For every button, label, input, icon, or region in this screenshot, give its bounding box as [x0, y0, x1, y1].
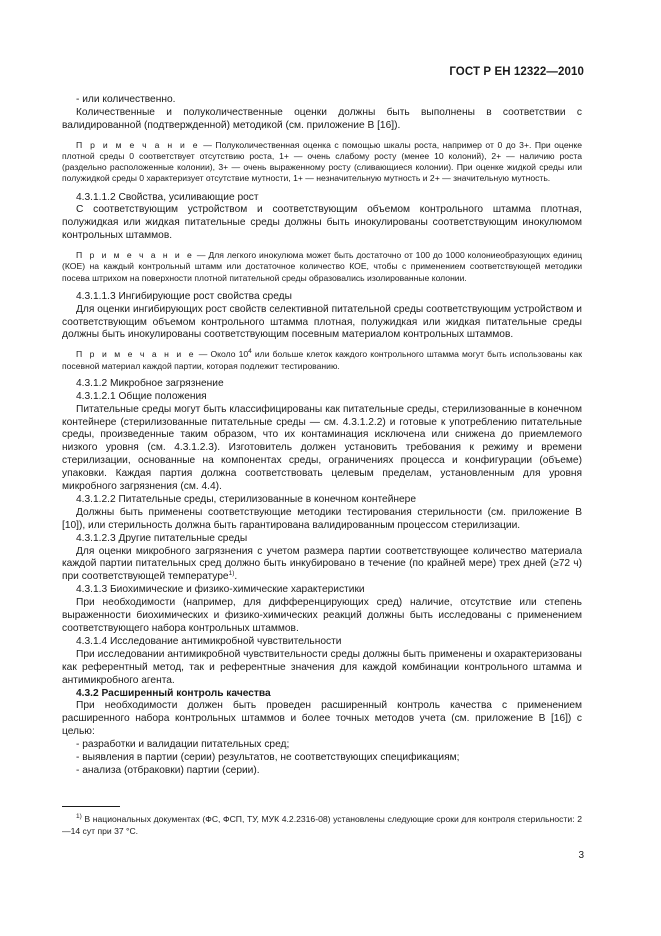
- footnote-text: В национальных документах (ФС, ФСП, ТУ, МУК 4.2.2316-08) установлены следующие сроки для контроля стерильности: 2—14 сут при 37 °С.: [62, 814, 582, 836]
- section-heading: 4.3.1.2.1 Общие положения: [76, 390, 207, 402]
- section-heading: 4.3.1.2.2 Питательные среды, стерилизованные в конечном контейнере: [76, 493, 417, 505]
- note-text: — Для легкого инокулюма может быть достаточно от 100 до 1000 колониеобразующих единиц (КОЕ) на каждый контрольный штамм или достаточное количество КОЕ, чтобы с применением соответствующей методики посева штрихом на поверхности плотной питательной среды образовались изолированные колонии.: [62, 250, 582, 283]
- section-heading: 4.3.1.2 Микробное загрязнение: [76, 377, 224, 389]
- note-label: П р и м е ч а н и е: [76, 349, 196, 360]
- list-item: - выявления в партии (серии) результатов, не соответствующих спецификациям;: [76, 752, 460, 764]
- note: [62, 349, 582, 371]
- section-heading: 4.3.1.1.3 Ингибирующие рост свойства среды: [76, 290, 292, 302]
- paragraph: При необходимости (например, для дифференцирующих сред) наличие, отсутствие или степень выраженности биохимических и физико-химических реакций должны быть исследованы с применением соответствующего набора контрольных штаммов.: [62, 597, 582, 635]
- note-label: П р и м е ч а н и е: [76, 250, 195, 261]
- note-label: П р и м е ч а н и е: [76, 139, 200, 150]
- paragraph: При исследовании антимикробной чувствительности среды должны быть применены и охарактеризованы как референтный метод, так и референтные значения для каждой комбинации контрольного штамма и антимикробного агента.: [62, 648, 582, 686]
- section-heading: 4.3.1.4 Исследование антимикробной чувствительности: [76, 635, 342, 647]
- page-body: [62, 94, 582, 778]
- paragraph: С соответствующим устройством и соответствующим объемом контрольного штамма плотная, полужидкая или жидкая питательные среды должны быть инокулированы соответствующим инокулюмом контрольных штаммов.: [62, 204, 582, 242]
- paragraph-text: .: [234, 571, 238, 583]
- paragraph: Должны быть применены соответствующие методики тестирования стерильности (см. приложение В [10]), или стерильность должна быть гарантирована валидированным процессом стерилизации.: [62, 506, 582, 531]
- paragraph: [62, 546, 582, 585]
- note-exponent: 4: [248, 348, 252, 356]
- footnote-marker: 1): [76, 813, 82, 820]
- section-heading: 4.3.1.2.3 Другие питательные среды: [76, 532, 248, 544]
- paragraph: При необходимости должен быть проведен расширенный контроль качества с применением расширенного набора контрольных штаммов и более точных методов учета (см. приложение В [16]) с целью:: [62, 700, 582, 738]
- footnote-reference[interactable]: 1): [228, 570, 235, 578]
- document-code-header: ГОСТ Р ЕН 12322—2010: [449, 66, 584, 78]
- section-heading: 4.3.1.1.2 Свойства, усиливающие рост: [76, 191, 259, 203]
- note: [62, 250, 582, 284]
- paragraph: Питательные среды могут быть классифицированы как питательные среды, стерилизованные в конечном контейнере (стерилизованные питательные среды — см. 4.3.1.2.2) и готовые к употреблению питательные среды, произведенные таким образом, что их контаминация исключена или снижена до приемлемого низкого уровня (см. 4.3.1.2.3). Изготовитель должен установить требования к режиму и времени стерилизации, основанные на компонентах среды, ограничениях процесса и конфигурации (объеме) упаковки. Каждая партия должна соответствовать целевым пределам, установленным для уровня микробного загрязнения (см. 4.4).: [62, 403, 582, 493]
- list-item: - анализа (отбраковки) партии (серии).: [76, 764, 260, 776]
- section-heading-bold: 4.3.2 Расширенный контроль качества: [76, 687, 271, 699]
- paragraph: - или количественно.: [76, 94, 176, 105]
- paragraph-text: Для оценки микробного загрязнения с учетом размера партии соответствующее количество материала каждой партии питательных сред должно быть инкубировано в течение (по крайней мере) трех дней (≥72 ч) при соответствующей температуре: [62, 545, 582, 583]
- note-text: — Около 10: [195, 349, 249, 360]
- page-number: 3: [578, 850, 584, 861]
- paragraph: Для оценки ингибирующих рост свойств селективной питательной среды соответствующим устройством и соответствующим объемом контрольного штамма плотная, полужидкая или жидкая питательные среды должны быть инокулированы соответствующим посевным материалом контрольных штаммов.: [62, 303, 582, 341]
- note: [62, 140, 582, 185]
- note-text: или больше клеток каждого контрольного штамма могут быть использованы как посевной материал каждой партии, которая подлежит тестированию.: [62, 349, 582, 371]
- footnote-separator: [62, 806, 120, 807]
- list-item: - разработки и валидации питательных сред;: [76, 739, 290, 751]
- note-text: — Полуколичественная оценка с помощью шкалы роста, например от 0 до 3+. При оценке плотной среды 0 соответствует отсутствию роста, 1+ — очень слабому росту (менее 10 колоний), 2+ — наличию роста (раздельно расположенные колонии), 3+ — очень выраженному росту (сливающиеся колонии). При оценке жидкой среды или полужидкой среды 0 характеризует отсутствие мутности, 1+ — незначительную мутность и 2+ — значительную мутность.: [62, 139, 582, 184]
- paragraph: Количественные и полуколичественные оценки должны быть выполнены в соответствии с валидированной (подтвержденной) методикой (см. приложение В [16]).: [62, 106, 582, 131]
- footnote: [62, 814, 582, 837]
- section-heading: 4.3.1.3 Биохимические и физико-химические характеристики: [76, 584, 365, 596]
